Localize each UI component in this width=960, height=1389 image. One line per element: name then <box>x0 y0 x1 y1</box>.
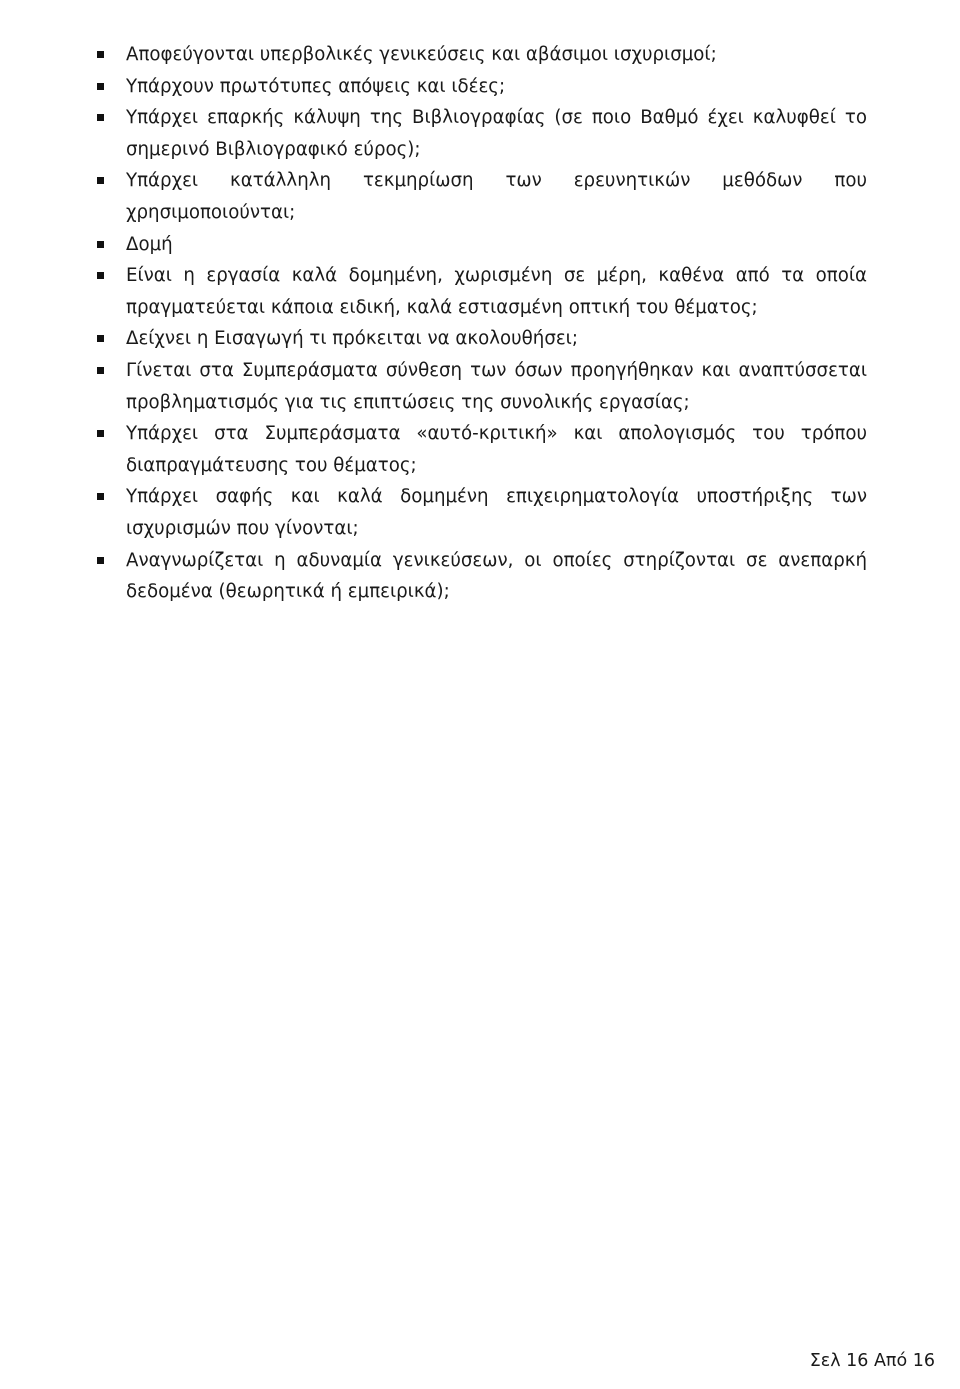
criteria-list <box>97 39 867 608</box>
list-item-text: Δείχνει η Εισαγωγή τι πρόκειται να ακολουθήσει; <box>126 328 578 350</box>
list-item <box>97 71 867 103</box>
square-bullet-icon <box>97 430 104 437</box>
list-item <box>97 229 867 261</box>
list-item <box>97 165 867 228</box>
list-item-text: Υπάρχει κατάλληλη τεκμηρίωση των ερευνητικών μεθόδων που χρησιμοποιούνται; <box>126 170 867 223</box>
list-item <box>97 39 867 71</box>
list-item <box>97 481 867 544</box>
list-item-text: Γίνεται στα Συμπεράσματα σύνθεση των όσων προηγήθηκαν και αναπτύσσεται προβληματισμός για τις επιπτώσεις της συνολικής εργασίας; <box>126 359 867 413</box>
list-item <box>97 545 867 608</box>
square-bullet-icon <box>97 114 104 121</box>
square-bullet-icon <box>97 177 104 184</box>
list-item <box>97 102 867 165</box>
list-item-text: Αποφεύγονται υπερβολικές γενικεύσεις και αβάσιμοι ισχυρισμοί; <box>126 44 717 65</box>
square-bullet-icon <box>97 557 104 564</box>
square-bullet-icon <box>97 335 104 342</box>
list-item <box>97 355 867 418</box>
list-item <box>97 260 867 323</box>
square-bullet-icon <box>97 51 104 58</box>
section-heading: Δομή <box>126 233 173 255</box>
page-number: Σελ 16 Από 16 <box>809 1351 935 1371</box>
list-item-text: Υπάρχει στα Συμπεράσματα «αυτό-κριτική» και απολογισμός του τρόπου διαπραγμάτευσης του θέματος; <box>126 423 867 476</box>
list-item-text: Υπάρχει σαφής και καλά δομημένη επιχειρηματολογία υποστήριξης των ισχυρισμών που γίνονται; <box>126 486 867 539</box>
square-bullet-icon <box>97 83 104 90</box>
square-bullet-icon <box>97 493 104 500</box>
square-bullet-icon <box>97 241 104 248</box>
list-item-text: Είναι η εργασία καλά δομημένη, χωρισμένη σε μέρη, καθένα από τα οποία πραγματεύεται κάποια ειδική, καλά εστιασμένη οπτική του θέματος; <box>126 265 867 318</box>
list-item-text: Υπάρχει επαρκής κάλυψη της Βιβλιογραφίας (σε ποιο Βαθμό έχει καλυφθεί το σημερινό Βιβλιογραφικό εύρος); <box>126 107 867 160</box>
list-item-text: Αναγνωρίζεται η αδυναμία γενικεύσεων, οι οποίες στηρίζονται σε ανεπαρκή δεδομένα (θεωρητικά ή εμπειρικά); <box>126 549 867 603</box>
square-bullet-icon <box>97 272 104 279</box>
list-item <box>97 418 867 481</box>
square-bullet-icon <box>97 367 104 374</box>
list-item-text: Υπάρχουν πρωτότυπες απόψεις και ιδέες; <box>126 75 506 97</box>
list-item <box>97 323 867 355</box>
